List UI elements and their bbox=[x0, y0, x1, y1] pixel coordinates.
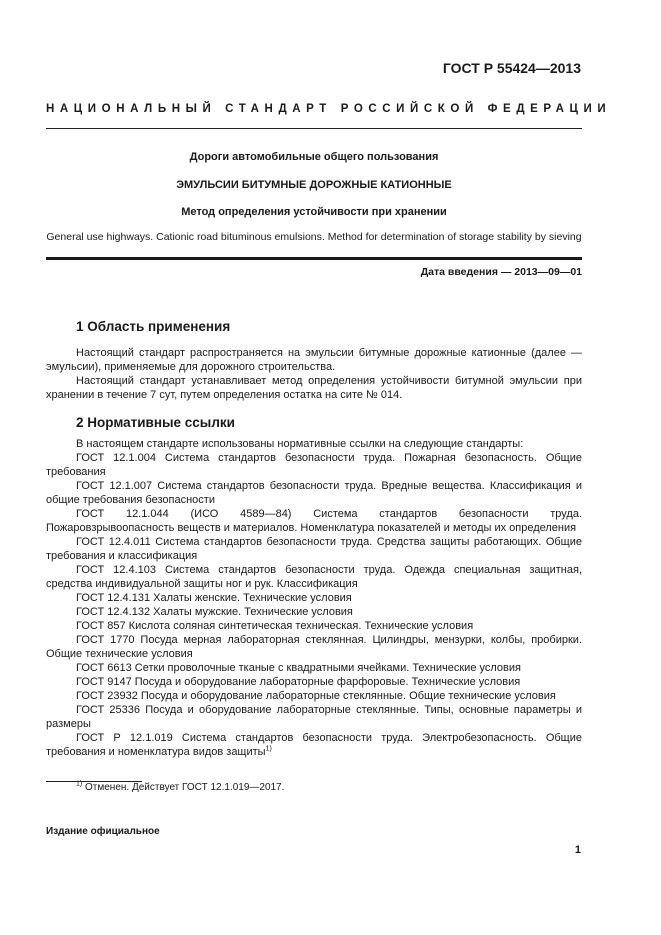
title-line-1: Дороги автомобильные общего пользования bbox=[189, 151, 439, 163]
section-1-heading: 1 Область применения bbox=[76, 319, 231, 334]
section-1-paragraph: Настоящий стандарт распространяется на эмульсии битумные дорожные катионные (далее — эмульсии), применяемые для дорожного строительства. bbox=[46, 347, 582, 373]
reference-item-last bbox=[46, 731, 582, 759]
reference-item: ГОСТ 12.4.132 Халаты мужские. Технические условия bbox=[76, 606, 353, 618]
reference-item: ГОСТ 12.1.044 (ИСО 4589—84) Система стандартов безопасности труда. Пожаровзрывоопасность веществ и материалов. Номенклатура показателей и методы их определения bbox=[46, 508, 582, 534]
header-divider bbox=[46, 128, 582, 129]
section-1-body bbox=[46, 346, 582, 402]
title-divider bbox=[46, 257, 582, 260]
intro-date: Дата введения — 2013—09—01 bbox=[420, 266, 582, 278]
reference-item: ГОСТ 12.4.011 Система стандартов безопасности труда. Средства защиты работающих. Общие требования и классификация bbox=[46, 536, 582, 562]
reference-item: ГОСТ 9147 Посуда и оборудование лабораторные фарфоровые. Технические условия bbox=[76, 676, 521, 688]
national-standard-heading: НАЦИОНАЛЬНЫЙ СТАНДАРТ РОССИЙСКОЙ ФЕДЕРАЦИИ bbox=[46, 103, 612, 115]
footnote bbox=[76, 782, 284, 793]
reference-item: ГОСТ 6613 Сетки проволочные тканые с квадратными ячейками. Технические условия bbox=[76, 662, 521, 674]
page-number: 1 bbox=[574, 844, 581, 856]
footnote-text: Отменен. Действует ГОСТ 12.1.019—2017. bbox=[85, 782, 285, 793]
reference-item: ГОСТ 1770 Посуда мерная лабораторная стеклянная. Цилиндры, мензурки, колбы, пробирки. Общие технические условия bbox=[46, 634, 582, 660]
reference-item: ГОСТ 25336 Посуда и оборудование лабораторные стеклянные. Типы, основные параметры и размеры bbox=[46, 704, 582, 730]
document-number: ГОСТ Р 55424—2013 bbox=[442, 60, 581, 76]
title-line-2: ЭМУЛЬСИИ БИТУМНЫЕ ДОРОЖНЫЕ КАТИОННЫЕ bbox=[176, 179, 452, 191]
reference-item: ГОСТ 12.4.103 Система стандартов безопасности труда. Одежда специальная защитная, средства индивидуальной защиты ног и рук. Классификация bbox=[46, 564, 582, 590]
reference-item: ГОСТ 23932 Посуда и оборудование лабораторные стеклянные. Общие технические условия bbox=[76, 690, 556, 702]
title-english: General use highways. Cationic road bituminous emulsions. Method for determination of storage stability by sieving bbox=[46, 231, 582, 243]
reference-item: ГОСТ 12.1.004 Система стандартов безопасности труда. Пожарная безопасность. Общие требования bbox=[46, 452, 582, 478]
section-1-paragraph: Настоящий стандарт устанавливает метод определения устойчивости битумной эмульсии при хранении в течение 7 сут, путем определения остатка на сите № 014. bbox=[46, 375, 582, 401]
references-intro: В настоящем стандарте использованы нормативные ссылки на следующие стандарты: bbox=[76, 438, 524, 450]
footnote-number: 1) bbox=[76, 780, 83, 788]
reference-item: ГОСТ 12.1.007 Система стандартов безопасности труда. Вредные вещества. Классификация и общие требования безопасности bbox=[46, 480, 582, 506]
reference-item-text: ГОСТ Р 12.1.019 Система стандартов безопасности труда. Электробезопасность. Общие требования и номенклатура видов защиты bbox=[46, 732, 582, 758]
title-line-3: Метод определения устойчивости при хранении bbox=[181, 206, 447, 218]
reference-item: ГОСТ 12.4.131 Халаты женские. Технические условия bbox=[76, 592, 352, 604]
normative-references bbox=[46, 437, 582, 759]
section-2-heading: 2 Нормативные ссылки bbox=[76, 415, 235, 430]
edition-label: Издание официальное bbox=[46, 826, 160, 837]
reference-item: ГОСТ 857 Кислота соляная синтетическая техническая. Технические условия bbox=[76, 620, 474, 632]
footnote-marker[interactable]: 1) bbox=[265, 745, 272, 753]
